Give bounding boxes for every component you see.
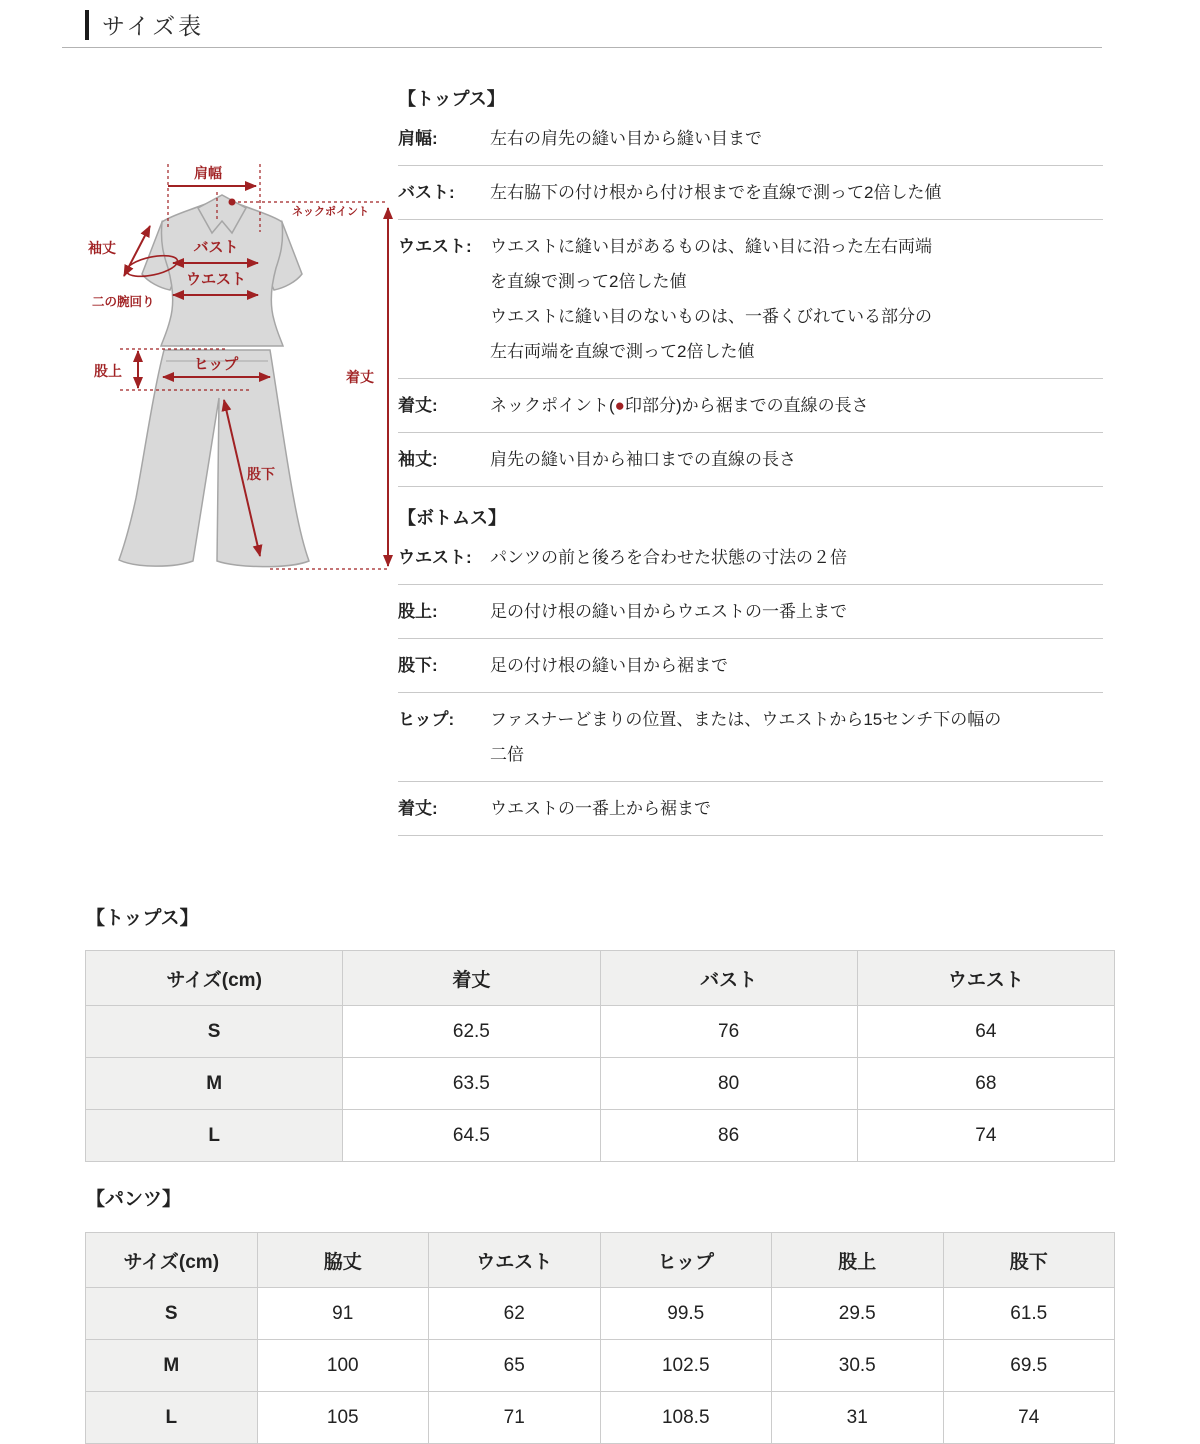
value-cell: 63.5 xyxy=(343,1058,600,1110)
column-header: サイズ(cm) xyxy=(86,1233,258,1288)
neck-point-marker xyxy=(229,199,236,206)
size-diagram-panel xyxy=(78,148,398,618)
column-header: ウエスト xyxy=(857,951,1114,1006)
table-row xyxy=(86,1340,1115,1392)
definition-row-length-tops xyxy=(398,379,1103,433)
definition-line: を直線で測って2倍した値 xyxy=(490,272,687,291)
value-cell: 80 xyxy=(600,1058,857,1110)
size-label-cell: M xyxy=(86,1058,343,1110)
definition-description xyxy=(490,648,1103,683)
definition-line xyxy=(490,388,1103,423)
size-diagram xyxy=(78,148,398,618)
column-header: 股下 xyxy=(943,1233,1115,1288)
definition-description xyxy=(490,594,1103,629)
definition-row-length-bottoms xyxy=(398,782,1103,836)
table-row xyxy=(86,1110,1115,1162)
neck-point-dot-glyph: ● xyxy=(614,396,625,415)
bottoms-definitions-heading: 【ボトムス】 xyxy=(398,508,506,528)
definition-description xyxy=(490,121,1103,156)
diagram-label-neck-point: ネックポイント xyxy=(292,206,369,218)
value-cell: 102.5 xyxy=(600,1340,772,1392)
size-label-cell: S xyxy=(86,1006,343,1058)
definition-description xyxy=(490,442,1103,477)
value-cell: 62 xyxy=(429,1288,601,1340)
table-row xyxy=(86,1058,1115,1110)
definition-line: 肩先の縫い目から袖口までの直線の長さ xyxy=(490,450,796,469)
diagram-label-waist: ウエスト xyxy=(185,271,247,288)
size-label-cell: L xyxy=(86,1110,343,1162)
definition-description xyxy=(490,791,1103,826)
definition-term: ウエスト: xyxy=(398,548,472,567)
definition-text-post: 印部分)から裾までの直線の長さ xyxy=(624,396,869,415)
column-header: バスト xyxy=(600,951,857,1006)
column-header: 着丈 xyxy=(343,951,600,1006)
value-cell: 64.5 xyxy=(343,1110,600,1162)
table-header-row xyxy=(86,1233,1115,1288)
definition-term: ヒップ: xyxy=(398,710,455,729)
diagram-label-rise: 股上 xyxy=(94,363,122,379)
value-cell: 108.5 xyxy=(600,1392,772,1444)
diagram-label-length: 着丈 xyxy=(346,369,374,385)
table-row xyxy=(86,1006,1115,1058)
value-cell: 99.5 xyxy=(600,1288,772,1340)
value-cell: 100 xyxy=(257,1340,429,1392)
value-cell: 29.5 xyxy=(772,1288,944,1340)
pants-size-table xyxy=(85,1232,1115,1444)
definition-row-bust xyxy=(398,166,1103,220)
column-header: 脇丈 xyxy=(257,1233,429,1288)
definition-line: ウエストに縫い目があるものは、縫い目に沿った左右両端 xyxy=(490,237,932,256)
value-cell: 74 xyxy=(857,1110,1114,1162)
size-label-cell: L xyxy=(86,1392,258,1444)
definition-term: 肩幅: xyxy=(398,129,438,148)
page-header xyxy=(85,8,204,41)
definition-line: 二倍 xyxy=(490,745,524,764)
definition-row-sleeve xyxy=(398,433,1103,487)
definition-description xyxy=(490,229,1103,369)
definition-text-pre: ネックポイント( xyxy=(490,396,615,415)
definition-term: 股下: xyxy=(398,656,438,675)
definition-line: ファスナーどまりの位置、または、ウエストから15センチ下の幅の xyxy=(490,710,1002,729)
definition-description xyxy=(490,702,1103,772)
definition-term: ウエスト: xyxy=(398,237,472,256)
table-header-row xyxy=(86,951,1115,1006)
value-cell: 86 xyxy=(600,1110,857,1162)
column-header: ヒップ xyxy=(600,1233,772,1288)
value-cell: 62.5 xyxy=(343,1006,600,1058)
definition-line: 足の付け根の縫い目から裾まで xyxy=(490,656,728,675)
value-cell: 61.5 xyxy=(943,1288,1115,1340)
diagram-label-inseam: 股下 xyxy=(247,466,275,482)
value-cell: 71 xyxy=(429,1392,601,1444)
value-cell: 76 xyxy=(600,1006,857,1058)
definition-line: 足の付け根の縫い目からウエストの一番上まで xyxy=(490,602,847,621)
value-cell: 69.5 xyxy=(943,1340,1115,1392)
definition-line: 左右脇下の付け根から付け根までを直線で測って2倍した値 xyxy=(490,183,942,202)
column-header: 股上 xyxy=(772,1233,944,1288)
definition-line: 左右の肩先の縫い目から縫い目まで xyxy=(490,129,762,148)
definition-row-shoulder xyxy=(398,112,1103,166)
definition-row-waist-bottoms xyxy=(398,531,1103,585)
definition-row-hip xyxy=(398,693,1103,782)
value-cell: 30.5 xyxy=(772,1340,944,1392)
title-accent-bar xyxy=(85,10,89,40)
definition-term: バスト: xyxy=(398,183,455,202)
definition-line: ウエストに縫い目のないものは、一番くびれている部分の xyxy=(490,307,932,326)
definition-description xyxy=(490,175,1103,210)
diagram-label-bust: バスト xyxy=(193,239,239,256)
diagram-label-shoulder-width: 肩幅 xyxy=(194,165,222,181)
tops-definitions-heading: 【トップス】 xyxy=(398,89,505,109)
page-title: サイズ表 xyxy=(102,13,205,39)
definition-description xyxy=(490,388,1103,423)
definition-line: ウエストの一番上から裾まで xyxy=(490,799,711,818)
definition-term: 着丈: xyxy=(398,799,438,818)
size-label-cell: S xyxy=(86,1288,258,1340)
definition-line: 左右両端を直線で測って2倍した値 xyxy=(490,342,755,361)
definition-row-rise xyxy=(398,585,1103,639)
diagram-label-hip: ヒップ xyxy=(193,356,239,373)
definition-term: 股上: xyxy=(398,602,438,621)
definition-row-inseam xyxy=(398,639,1103,693)
value-cell: 68 xyxy=(857,1058,1114,1110)
pants-table-title: 【パンツ】 xyxy=(86,1189,182,1210)
definition-term: 袖丈: xyxy=(398,450,438,469)
definitions-panel xyxy=(398,86,1103,836)
definition-line: パンツの前と後ろを合わせた状態の寸法の２倍 xyxy=(490,548,847,567)
value-cell: 74 xyxy=(943,1392,1115,1444)
table-row xyxy=(86,1288,1115,1340)
column-header: サイズ(cm) xyxy=(86,951,343,1006)
definition-term: 着丈: xyxy=(398,396,438,415)
value-cell: 31 xyxy=(772,1392,944,1444)
definition-description xyxy=(490,540,1103,575)
value-cell: 105 xyxy=(257,1392,429,1444)
table-row xyxy=(86,1392,1115,1444)
diagram-label-sleeve-length: 袖丈 xyxy=(88,240,116,256)
tops-size-table xyxy=(85,950,1115,1162)
title-divider xyxy=(62,47,1102,48)
value-cell: 65 xyxy=(429,1340,601,1392)
diagram-label-upper-arm: 二の腕回り xyxy=(92,295,155,309)
value-cell: 64 xyxy=(857,1006,1114,1058)
value-cell: 91 xyxy=(257,1288,429,1340)
tops-table-title: 【トップス】 xyxy=(86,908,199,929)
garment-pants-shape xyxy=(119,350,309,567)
size-label-cell: M xyxy=(86,1340,258,1392)
column-header: ウエスト xyxy=(429,1233,601,1288)
definition-row-waist-tops xyxy=(398,220,1103,379)
